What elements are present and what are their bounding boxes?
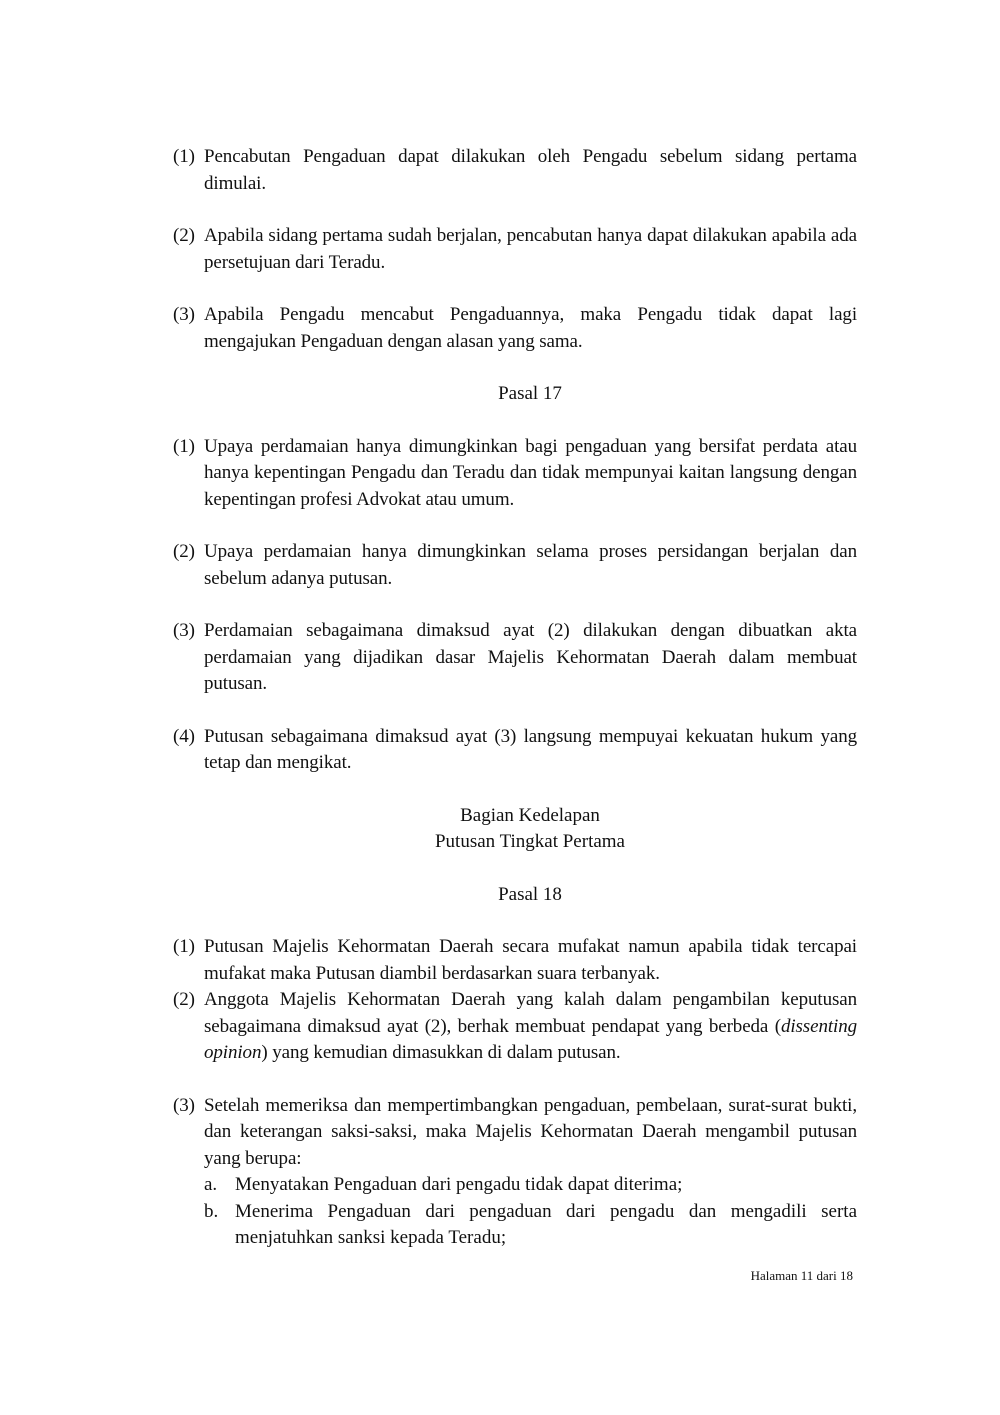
clause-number: (2)	[173, 225, 195, 246]
article-title-pasal-17: Pasal 17	[498, 383, 562, 404]
clause-item	[173, 618, 857, 698]
clause-item	[173, 223, 857, 276]
clause-text: Putusan Majelis Kehormatan Daerah secara mufakat namun apabila tidak tercapai mufakat maka Putusan diambil berdasarkan suara terbanyak.	[204, 936, 857, 984]
clause-text: Setelah memeriksa dan mempertimbangkan pengaduan, pembelaan, surat-surat bukti, dan keterangan saksi-saksi, maka Majelis Kehormatan Daerah mengambil putusan yang berupa:	[204, 1094, 857, 1169]
clause-item	[173, 724, 857, 777]
page-number-footer: Halaman 11 dari 18	[750, 1268, 853, 1283]
clause-text: Perdamaian sebagaimana dimaksud ayat (2) dilakukan dengan dibuatkan akta perdamaian yang dijadikan dasar Majelis Kehormatan Daerah dalam membuat putusan.	[204, 620, 857, 694]
clause-number: (2)	[173, 989, 195, 1010]
clause-text: Apabila sidang pertama sudah berjalan, pencabutan hanya dapat dilakukan apabila ada persetujuan dari Teradu.	[204, 225, 857, 273]
sub-clause-text: Menyatakan Pengaduan dari pengadu tidak dapat diterima;	[235, 1174, 683, 1195]
clause-item	[173, 539, 857, 592]
clause-text: Pencabutan Pengaduan dapat dilakukan oleh Pengadu sebelum sidang pertama dimulai.	[204, 146, 857, 194]
clause-number: (1)	[173, 936, 195, 957]
page-content	[173, 144, 857, 1252]
sub-clause-letter: b.	[204, 1200, 219, 1222]
sub-clause-text: Menerima Pengaduan dari pengaduan dari pengadu dan mengadili serta menjatuhkan sanksi kepada Teradu;	[235, 1200, 857, 1248]
clause-number: (1)	[173, 435, 195, 457]
sub-clause-letter: a.	[204, 1174, 218, 1195]
article-title-pasal-18: Pasal 18	[498, 883, 562, 905]
sub-clause-item	[173, 1172, 857, 1199]
clause-item	[173, 144, 857, 197]
clause-number: (2)	[173, 541, 195, 562]
clause-text: Apabila Pengadu mencabut Pengaduannya, maka Pengadu tidak dapat lagi mengajukan Pengaduan dengan alasan yang sama.	[204, 304, 857, 352]
clause-text-italic: dissenting opinion	[204, 1015, 857, 1063]
clause-text-after: ) yang kemudian dimasukkan di dalam putusan.	[261, 1042, 621, 1063]
clause-text: Upaya perdamaian hanya dimungkinkan selama proses persidangan berjalan dan sebelum adanya putusan.	[204, 541, 857, 589]
clause-item	[173, 434, 857, 514]
section-subtitle: Putusan Tingkat Pertama	[434, 831, 625, 852]
clause-text: Putusan sebagaimana dimaksud ayat (3) langsung mempuyai kekuatan hukum yang tetap dan mengikat.	[204, 725, 857, 773]
section-title: Bagian Kedelapan	[460, 804, 600, 826]
clause-number: (1)	[173, 146, 195, 167]
clause-item	[173, 934, 857, 987]
clause-text-before: Anggota Majelis Kehormatan Daerah yang kalah dalam pengambilan keputusan sebagaimana dimaksud ayat (2), berhak membuat pendapat yang berbeda (	[204, 989, 857, 1037]
sub-clause-item	[173, 1199, 857, 1252]
clause-item	[173, 302, 857, 355]
clause-number: (3)	[173, 620, 195, 641]
clause-number: (4)	[173, 725, 195, 747]
clause-number: (3)	[173, 1094, 195, 1116]
clause-text	[204, 989, 857, 1063]
clause-item	[173, 1093, 857, 1173]
clause-item	[173, 987, 857, 1067]
clause-text: Upaya perdamaian hanya dimungkinkan bagi pengaduan yang bersifat perdata atau hanya kepentingan Pengadu dan Teradu dan tidak mempunyai kaitan langsung dengan kepentingan profesi Advokat atau umum.	[204, 435, 857, 510]
clause-number: (3)	[173, 304, 195, 325]
